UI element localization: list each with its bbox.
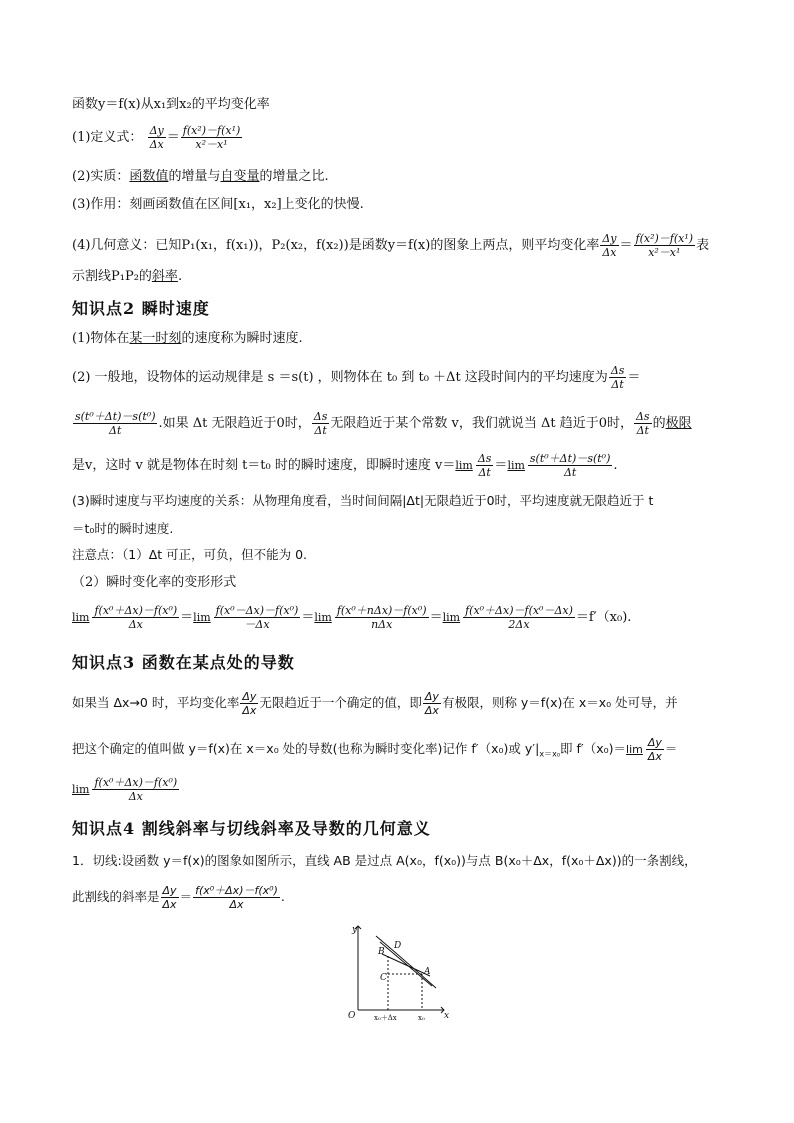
section-heading-2: 知识点2 瞬时速度 bbox=[72, 299, 210, 318]
k3-paragraph-3: lim $\frac{\text{f(x⁰＋Δx)－f(x⁰)}}{\Delta x}$ bbox=[72, 776, 178, 803]
section-heading-4: 知识点4 割线斜率与切线斜率及导数的几何意义 bbox=[72, 819, 431, 838]
avg-rate-geometry-cont: 示割线P₁P₂的斜率. bbox=[72, 269, 183, 284]
origin-label: O bbox=[348, 1011, 356, 1021]
k2-paragraph-2: (2) 一般地，设物体的运动规律是 s ＝s(t) ，则物体在 t₀ 到 t₀ ＋Δt 这段时间内的平均速度为 $\frac{\Delta s}{\Delta t}$ ＝ bbox=[72, 364, 641, 391]
k3-paragraph-2: 把这个确定的值叫做 y＝f(x)在 x＝x₀ 处的导数(也称为瞬时变化率)记作 f′（x₀)或 $y'|_{x=x_0}$即 f′（x₀)＝lim $\frac{\Delta y}{\Delta x}$ ＝ bbox=[72, 736, 678, 763]
tick-label-x0: x₀ bbox=[418, 1014, 425, 1022]
fraction: $\frac{\text{f(x²)－f(x¹)}}{\text{x²－x¹}}$ bbox=[182, 124, 241, 151]
note-2: （2）瞬时变化率的变形形式 bbox=[72, 575, 237, 590]
avg-rate-definition: (1)定义式： $\frac{\Delta y}{\Delta x}$ ＝ $\frac{\text{f(x²)－f(x¹)}}{\text{x²－x¹}}$ bbox=[72, 124, 241, 151]
point-a-label: A bbox=[424, 967, 431, 977]
fraction: $\frac{\Delta y}{\Delta x}$ bbox=[149, 124, 164, 151]
tick-label-x0dx: x₀＋Δx bbox=[374, 1014, 397, 1022]
point-b-label: B bbox=[378, 947, 385, 957]
avg-rate-geometry: (4)几何意义：已知P₁(x₁，f(x₁))，P₂(x₂，f(x₂))是函数y＝f(x)的图象上两点，则平均变化率 $\frac{\Delta y}{\Delta x}$ ＝ $\frac{\text{f(x²)－f(x¹)}}{\text{x²－x¹}}$ 表 bbox=[72, 232, 710, 259]
note-1: 注意点：（1）Δt 可正，可负，但不能为 0. bbox=[72, 547, 308, 562]
y-axis-label: y bbox=[352, 925, 358, 935]
k2-paragraph-2-end: 是v，这时 v 就是物体在时刻 t＝t₀ 时的瞬时速度，即瞬时速度 v＝lim $\frac{\Delta s}{\Delta t}$ ＝lim $\frac{\text{s(t⁰＋Δt)－s(t⁰)}}{\Delta t}$ . bbox=[72, 452, 618, 479]
point-d-label: D bbox=[394, 941, 402, 951]
secant-tangent-figure bbox=[344, 918, 454, 1022]
avg-rate-title: 函数y＝f(x)从x₁到x₂的平均变化率 bbox=[72, 97, 270, 112]
x-axis-label: x bbox=[444, 1011, 450, 1021]
section-heading-3: 知识点3 函数在某点处的导数 bbox=[72, 653, 295, 672]
k2-paragraph-2-cont: $\frac{\text{s(t⁰＋Δt)－s(t⁰)}}{\Delta t}$ .如果 Δt 无限趋近于0时， $\frac{\Delta s}{\Delta t}$ 无限趋近于某个常数 v，我们就说当 Δt 趋近于0时， $\frac{\Delta s}{\Delta t}$ 的极限 bbox=[75, 410, 692, 437]
k2-paragraph-1: (1)物体在某一时刻的速度称为瞬时速度. bbox=[72, 331, 303, 346]
point-c-label: C bbox=[380, 973, 387, 983]
secant-line bbox=[382, 954, 430, 976]
k4-paragraph-1: 1．切线:设函数 y＝f(x)的图象如图所示，直线 AB 是过点 A(x₀，f(x₀))与点 B(x₀＋Δx，f(x₀＋Δx))的一条割线， bbox=[72, 853, 697, 868]
k3-paragraph-1: 如果当 Δx→0 时，平均变化率 $\frac{\Delta y}{\Delta x}$ 无限趋近于一个确定的值，即 $\frac{\Delta y}{\Delta x}$ 有极限，则称 y＝f(x)在 x＝x₀ 处可导，并 bbox=[72, 690, 678, 717]
avg-rate-essence: (2)实质：函数值的增量与自变量的增量之比. bbox=[72, 169, 329, 184]
limit-forms: lim $\frac{\text{f(x⁰＋Δx)－f(x⁰)}}{\Delta x}$ ＝lim $\frac{\text{f(x⁰－Δx)－f(x⁰)}}{-\Delta x}$ ＝lim $\frac{\text{f(x⁰＋nΔx)－f(x⁰)}}{\text{nΔx}}$ ＝lim $\frac{\text{f(x⁰＋Δx)－f(x⁰－Δx)}}{2\Delta x}$ ＝f′（x₀). bbox=[72, 604, 632, 631]
k2-paragraph-3: (3)瞬时速度与平均速度的关系：从物理角度看，当时间间隔|Δt|无限趋近于0时，平均速度就无限趋近于 t bbox=[72, 493, 654, 508]
avg-rate-role: (3)作用：刻画函数值在区间[x₁，x₂]上变化的快慢. bbox=[72, 197, 364, 212]
k4-paragraph-2: 此割线的斜率是 $\frac{\Delta y}{\Delta x}$ ＝ $\frac{\text{f(x⁰＋Δx)－f(x⁰)}}{\Delta x}$ . bbox=[72, 884, 285, 911]
k2-paragraph-3-cont: ＝t₀时的瞬时速度. bbox=[72, 521, 174, 536]
